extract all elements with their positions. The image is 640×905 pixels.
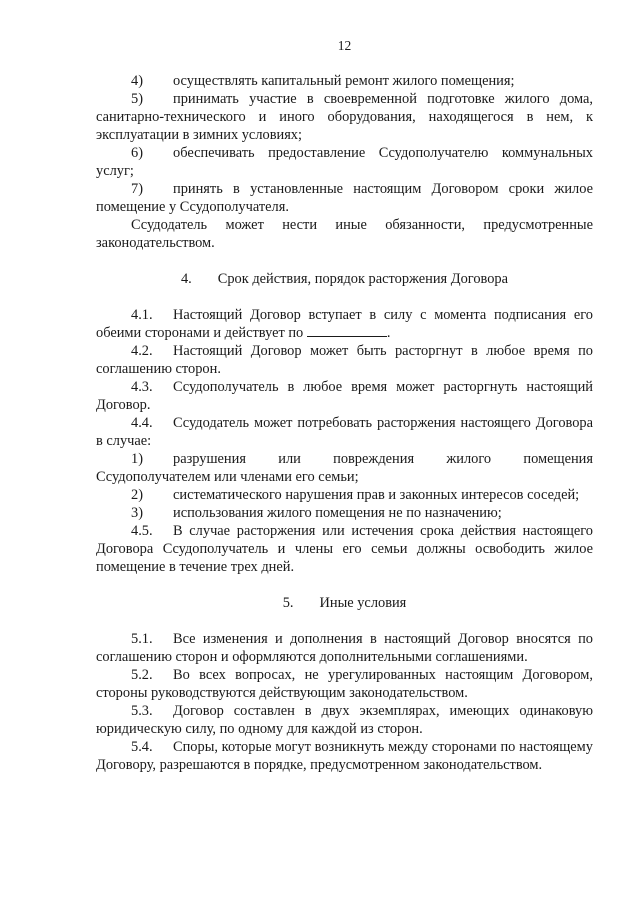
clause-text: Договор составлен в двух экземплярах, имеющих одинаковую юридическую силу, по одному для каждой из сторон. <box>96 703 593 737</box>
subclause-2 <box>96 486 593 504</box>
item-number: 6) <box>131 145 143 161</box>
item-text: принять в установленные настоящим Договором сроки жилое помещение у Ссудополучателя. <box>96 181 593 215</box>
clause-number: 4.1. <box>131 307 153 323</box>
clause-4-3 <box>96 378 593 414</box>
clause-5-4 <box>96 738 593 774</box>
subclause-1 <box>96 450 593 486</box>
clause-text: Все изменения и дополнения в настоящий Договор вносятся по соглашению сторон и оформляются дополнительными соглашениями. <box>96 631 593 665</box>
subclause-text: разрушения или повреждения жилого помещения Ссудополучателем или членами его семьи; <box>96 451 593 485</box>
clause-4-2 <box>96 342 593 378</box>
clause-4-1 <box>96 306 593 342</box>
clause-number: 5.1. <box>131 631 153 647</box>
clause-4-4 <box>96 414 593 450</box>
section-title: Иные условия <box>319 595 407 611</box>
clause-number: 5.2. <box>131 667 153 683</box>
clause-number: 4.4. <box>131 415 153 431</box>
clause-text: Настоящий Договор вступает в силу с момента подписания его обеими сторонами и действует по <box>96 307 593 341</box>
clause-number: 4.2. <box>131 343 153 359</box>
clause-text: Ссудополучатель в любое время может расторгнуть настоящий Договор. <box>96 379 593 413</box>
clause-text: В случае расторжения или истечения срока действия настоящего Договора Ссудополучатель и члены его семьи должны освободить жилое помещение в течение трех дней. <box>96 523 593 575</box>
fill-in-blank <box>307 324 387 337</box>
clause-text: Ссудодатель может потребовать расторжения настоящего Договора в случае: <box>96 415 593 449</box>
subclause-number: 3) <box>131 505 143 521</box>
section-number: 5. <box>282 595 294 611</box>
clause-5-2 <box>96 666 593 702</box>
clause-number: 5.4. <box>131 739 153 755</box>
page-number: 12 <box>337 38 352 53</box>
subclause-text: использования жилого помещения не по назначению; <box>173 505 502 521</box>
item-text: обеспечивать предоставление Ссудополучателю коммунальных услуг; <box>96 145 593 179</box>
section-number: 4. <box>180 271 192 287</box>
duty-item-6 <box>96 144 593 180</box>
duty-item-5 <box>96 90 593 144</box>
clause-5-1 <box>96 630 593 666</box>
clause-number: 4.5. <box>131 523 153 539</box>
duty-item-7 <box>96 180 593 216</box>
subclause-3 <box>96 504 593 522</box>
section-5-heading <box>96 594 593 612</box>
section-title: Срок действия, порядок расторжения Договора <box>217 271 509 287</box>
clause-text: Во всех вопросах, не урегулированных настоящим Договором, стороны руководствуются действующим законодательством. <box>96 667 593 701</box>
clause-end: . <box>386 325 391 341</box>
duty-tail-paragraph: Ссудодатель может нести иные обязанности, предусмотренные законодательством. <box>96 217 593 251</box>
subclause-text: систематического нарушения прав и законных интересов соседей; <box>173 487 580 503</box>
item-text: осуществлять капитальный ремонт жилого помещения; <box>173 73 515 89</box>
item-number: 5) <box>131 91 143 107</box>
item-number: 7) <box>131 181 143 197</box>
document-page <box>96 38 593 774</box>
clause-text: Споры, которые могут возникнуть между сторонами по настоящему Договору, разрешаются в порядке, предусмотренном законодательством. <box>96 739 593 773</box>
subclause-number: 1) <box>131 451 143 467</box>
clause-4-5 <box>96 522 593 576</box>
item-text: принимать участие в своевременной подготовке жилого дома, санитарно-технического и иного оборудования, находящегося в нем, к эксплуатации в зимних условиях; <box>96 91 593 143</box>
item-number: 4) <box>131 73 143 89</box>
subclause-number: 2) <box>131 487 143 503</box>
section-4-heading <box>96 270 593 288</box>
clause-number: 5.3. <box>131 703 153 719</box>
clause-5-3 <box>96 702 593 738</box>
clause-number: 4.3. <box>131 379 153 395</box>
duty-item-4 <box>96 72 593 90</box>
clause-text: Настоящий Договор может быть расторгнут в любое время по соглашению сторон. <box>96 343 593 377</box>
